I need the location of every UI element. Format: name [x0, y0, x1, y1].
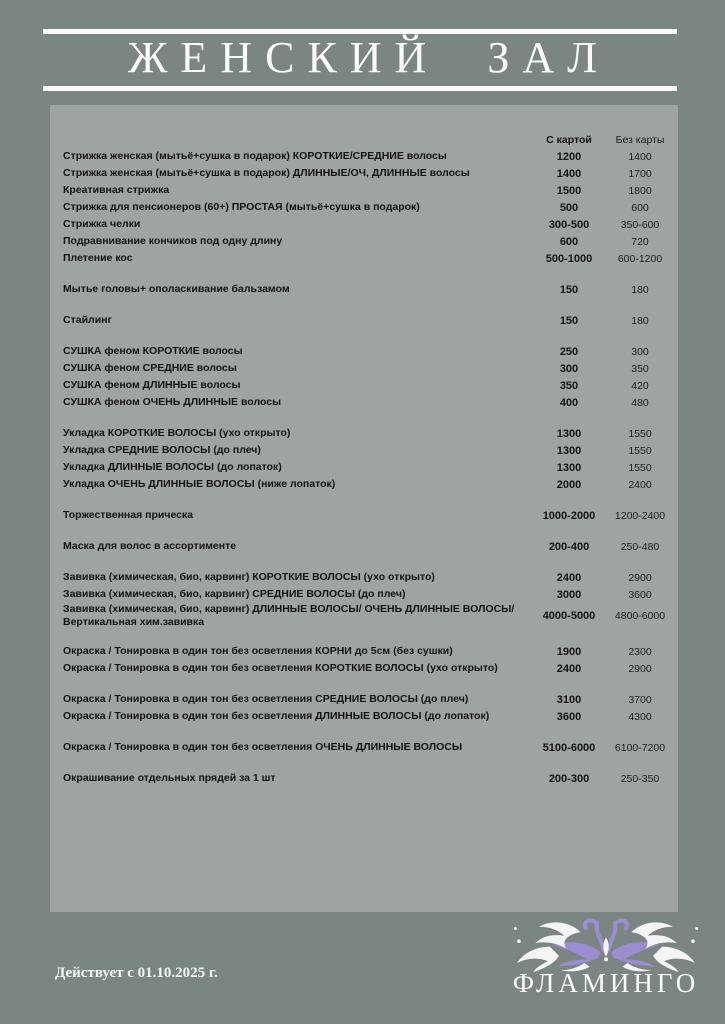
price-with-card: 2400 — [556, 571, 582, 584]
price-without-card: 2400 — [628, 478, 652, 491]
price-row — [63, 425, 678, 442]
price-without-card: 480 — [631, 396, 649, 409]
price-with-card: 150 — [559, 283, 579, 296]
price-row — [63, 148, 678, 165]
price-row — [63, 199, 678, 216]
price-with-card: 3600 — [556, 710, 582, 723]
price-with-card: 300-500 — [548, 218, 590, 231]
service-name: СУШКА феном СРЕДНИЕ волосы — [63, 362, 237, 374]
price-section — [63, 343, 678, 411]
price-with-card: 350 — [559, 379, 579, 392]
price-with-card: 3100 — [556, 693, 582, 706]
price-without-card: 1550 — [628, 427, 652, 440]
price-row — [63, 586, 678, 603]
price-row — [63, 739, 678, 756]
price-row — [63, 182, 678, 199]
price-without-card: 180 — [631, 283, 649, 296]
price-with-card: 2400 — [556, 662, 582, 675]
service-name: Окраска / Тонировка в один тон без осветления КОРОТКИЕ ВОЛОСЫ (ухо открыто) — [63, 662, 498, 674]
service-name: Окраска / Тонировка в один тон без осветления СРЕДНИЕ ВОЛОСЫ (до плеч) — [63, 693, 469, 705]
price-without-card: 180 — [631, 314, 649, 327]
price-row — [63, 281, 678, 298]
price-row — [63, 377, 678, 394]
price-with-card: 1200 — [556, 150, 582, 163]
price-row — [63, 603, 678, 629]
price-row — [63, 233, 678, 250]
price-with-card: 1300 — [556, 444, 582, 457]
price-without-card: 6100-7200 — [614, 741, 666, 754]
price-with-card: 300 — [559, 362, 579, 375]
service-name: Стрижка для пенсионеров (60+) ПРОСТАЯ (мытьё+сушка в подарок) — [63, 201, 420, 213]
service-name: СУШКА феном ОЧЕНЬ ДЛИННЫЕ волосы — [63, 396, 282, 408]
brand-name: ФЛАМИНГО — [512, 968, 700, 998]
price-row — [63, 312, 678, 329]
price-without-card: 3600 — [628, 588, 652, 601]
price-row — [63, 343, 678, 360]
price-panel — [50, 105, 678, 912]
service-name: Завивка (химическая, био, карвинг) ДЛИННЫЕ ВОЛОСЫ/ ОЧЕНЬ ДЛИННЫЕ ВОЛОСЫ/Вертикальная хим.завивка — [63, 603, 515, 628]
price-row — [63, 459, 678, 476]
price-section — [63, 643, 678, 677]
price-row — [63, 250, 678, 267]
price-row — [63, 643, 678, 660]
price-with-card: 1500 — [556, 184, 582, 197]
service-name: Торжественная прическа — [63, 509, 194, 521]
service-name: Стайлинг — [63, 314, 112, 326]
price-row — [63, 569, 678, 586]
service-name: Окраска / Тонировка в один тон без осветления КОРНИ до 5см (без сушки) — [63, 645, 453, 657]
service-name: Укладка ДЛИННЫЕ ВОЛОСЫ (до лопаток) — [63, 461, 282, 473]
service-name: Подравнивание кончиков под одну длину — [63, 235, 283, 247]
price-without-card: 350-600 — [620, 218, 660, 231]
valid-from-note: Действует с 01.10.2025 г. — [55, 965, 218, 981]
price-row — [63, 476, 678, 493]
price-section — [63, 538, 678, 555]
price-with-card: 5100-6000 — [542, 741, 596, 754]
price-without-card: 1800 — [628, 184, 652, 197]
price-row — [63, 708, 678, 725]
price-row — [63, 660, 678, 677]
service-name: Маска для волос в ассортименте — [63, 540, 237, 552]
price-without-card: 1550 — [628, 444, 652, 457]
price-without-card: 250-350 — [620, 772, 660, 785]
price-row — [63, 691, 678, 708]
service-name: Креативная стрижка — [63, 184, 170, 196]
price-row — [63, 442, 678, 459]
price-without-card: 600 — [631, 201, 649, 214]
price-with-card: 400 — [559, 396, 579, 409]
price-with-card: 1300 — [556, 461, 582, 474]
price-without-card: 4800-6000 — [614, 610, 666, 622]
price-with-card: 1900 — [556, 645, 582, 658]
price-with-card: 600 — [559, 235, 579, 248]
price-with-card: 1000-2000 — [542, 509, 596, 522]
price-without-card: 3700 — [628, 693, 652, 706]
price-without-card: 4300 — [628, 710, 652, 723]
page-title: ЖЕНСКИЙ ЗАЛ — [128, 33, 610, 82]
price-without-card: 1200-2400 — [614, 509, 666, 522]
price-section — [63, 507, 678, 524]
column-header-without-card: Без карты — [615, 133, 665, 146]
price-without-card: 1550 — [628, 461, 652, 474]
price-row — [63, 165, 678, 182]
price-with-card: 2000 — [556, 478, 582, 491]
price-table — [50, 105, 678, 787]
price-row — [63, 394, 678, 411]
service-name: Укладка ОЧЕНЬ ДЛИННЫЕ ВОЛОСЫ (ниже лопаток) — [63, 478, 336, 490]
bottom-divider — [43, 86, 677, 91]
price-with-card: 150 — [559, 314, 579, 327]
price-section — [63, 281, 678, 298]
price-with-card: 250 — [559, 345, 579, 358]
price-row — [63, 770, 678, 787]
price-without-card: 350 — [631, 362, 649, 375]
service-name: Мытье головы+ ополаскивание бальзамом — [63, 283, 290, 295]
service-name: СУШКА феном ДЛИННЫЕ волосы — [63, 379, 241, 391]
price-without-card: 2300 — [628, 645, 652, 658]
price-section — [63, 691, 678, 725]
price-section — [63, 425, 678, 493]
price-with-card: 200-300 — [548, 772, 590, 785]
service-name: Плетение кос — [63, 252, 133, 264]
price-with-card: 500 — [559, 201, 579, 214]
price-without-card: 2900 — [628, 662, 652, 675]
service-name: Окраска / Тонировка в один тон без осветления ДЛИННЫЕ ВОЛОСЫ (до лопаток) — [63, 710, 490, 722]
price-with-card: 200-400 — [548, 540, 590, 553]
service-name: Стрижка женская (мытьё+сушка в подарок) КОРОТКИЕ/СРЕДНИЕ волосы — [63, 150, 447, 162]
service-name: Стрижка женская (мытьё+сушка в подарок) ДЛИННЫЕ/ОЧ, ДЛИННЫЕ волосы — [63, 167, 470, 179]
service-name: Стрижка челки — [63, 218, 141, 230]
service-name: Окрашивание отдельных прядей за 1 шт — [63, 772, 276, 784]
price-row — [63, 216, 678, 233]
service-name: Окраска / Тонировка в один тон без осветления ОЧЕНЬ ДЛИННЫЕ ВОЛОСЫ — [63, 741, 463, 753]
price-without-card: 1400 — [628, 150, 652, 163]
price-with-card: 1400 — [556, 167, 582, 180]
price-without-card: 1700 — [628, 167, 652, 180]
price-row — [63, 360, 678, 377]
price-without-card: 420 — [631, 379, 649, 392]
price-without-card: 2900 — [628, 571, 652, 584]
price-without-card: 250-480 — [620, 540, 660, 553]
price-without-card: 720 — [631, 235, 649, 248]
price-section — [63, 770, 678, 787]
price-with-card: 1300 — [556, 427, 582, 440]
service-name: Укладка КОРОТКИЕ ВОЛОСЫ (ухо открыто) — [63, 427, 291, 439]
price-sections — [63, 148, 678, 787]
price-without-card: 600-1200 — [617, 252, 663, 265]
service-name: Завивка (химическая, био, карвинг) КОРОТКИЕ ВОЛОСЫ (ухо открыто) — [63, 571, 435, 583]
price-row — [63, 507, 678, 524]
service-name: Укладка СРЕДНИЕ ВОЛОСЫ (до плеч) — [63, 444, 261, 456]
table-header-row — [63, 131, 678, 148]
service-name: СУШКА феном КОРОТКИЕ волосы — [63, 345, 243, 357]
price-without-card: 300 — [631, 345, 649, 358]
price-section — [63, 739, 678, 756]
price-with-card: 4000-5000 — [542, 610, 596, 622]
price-section — [63, 312, 678, 329]
price-section — [63, 569, 678, 629]
column-header-with-card: С картой — [546, 133, 592, 146]
price-with-card: 3000 — [556, 588, 582, 601]
flamingo-ornament-icon — [504, 914, 708, 972]
brand-logo — [502, 914, 710, 999]
price-row — [63, 538, 678, 555]
price-with-card: 500-1000 — [545, 252, 593, 265]
price-section — [63, 148, 678, 267]
service-name: Завивка (химическая, био, карвинг) СРЕДНИЕ ВОЛОСЫ (до плеч) — [63, 588, 406, 600]
